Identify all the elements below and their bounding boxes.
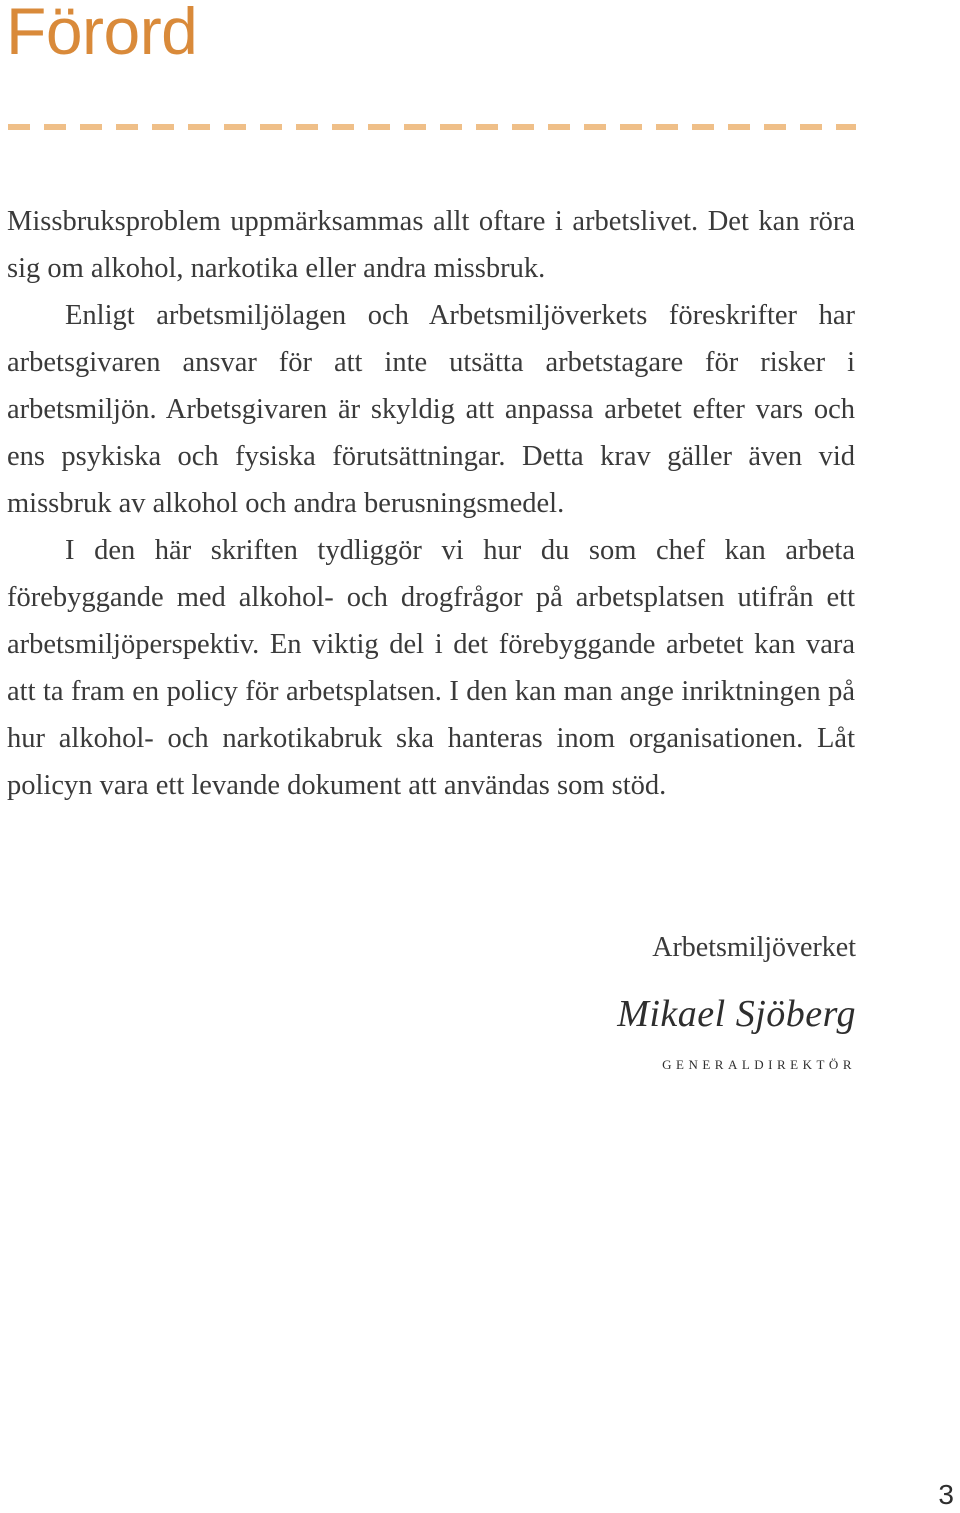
signature-block bbox=[617, 926, 856, 1076]
dashed-divider bbox=[8, 124, 856, 130]
paragraph-2: Enligt arbetsmiljölagen och Arbetsmiljöverkets föreskrifter har arbetsgivaren ansvar för att inte utsätta arbetstagare för risker i arbetsmiljön. Arbetsgivaren är skyldig att anpassa arbetet efter vars och ens psykiska och fysiska förutsättningar. Detta krav gäller även vid missbruk av alkohol och andra berusningsmedel. bbox=[7, 300, 855, 519]
page-number: 3 bbox=[938, 1479, 954, 1510]
signature-role: generaldirektör bbox=[662, 1053, 856, 1074]
paragraph-1: Missbruksproblem uppmärksammas allt oftare i arbetslivet. Det kan röra sig om alkohol, narkotika eller andra missbruk. bbox=[7, 206, 855, 284]
foreword-body bbox=[7, 198, 855, 809]
organization-name: Arbetsmiljöverket bbox=[652, 932, 856, 963]
signature-name: Mikael Sjöberg bbox=[617, 993, 856, 1035]
page-title: Förord bbox=[6, 0, 198, 68]
paragraph-3: I den här skriften tydliggör vi hur du som chef kan arbeta förebyggande med alkohol- och drogfrågor på arbetsplatsen utifrån ett arbetsmiljöperspektiv. En viktig del i det förebyggande arbetet kan vara att ta fram en policy för arbetsplatsen. I den kan man ange inriktningen på hur alkohol- och narkotikabruk ska hanteras inom organisationen. Låt policyn vara ett levande dokument att användas som stöd. bbox=[7, 535, 855, 801]
